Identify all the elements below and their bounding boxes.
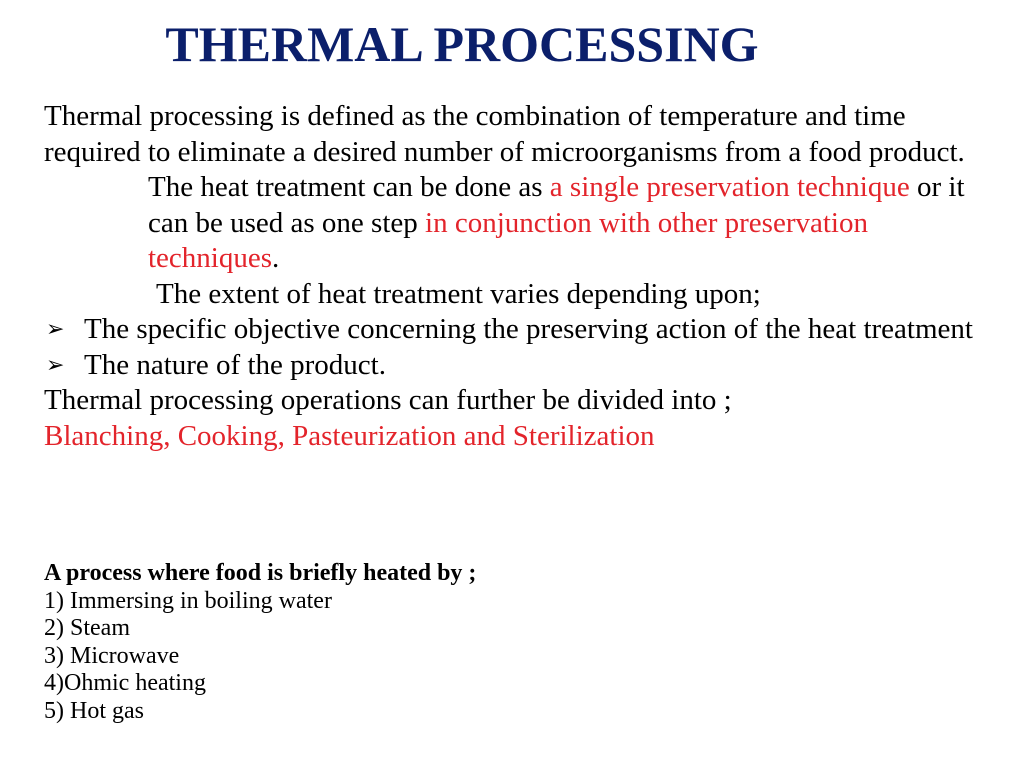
process-item: 1) Immersing in boiling water — [44, 587, 332, 614]
operations-list: Blanching, Cooking, Pasteurization and Sterilization — [44, 419, 655, 452]
heat-treatment-lead: The heat treatment can be done as — [148, 171, 550, 203]
process-heading: A process where food is briefly heated by ; — [44, 560, 477, 586]
extent-intro: The extent of heat treatment varies depending upon; — [156, 277, 761, 310]
bullet-item — [44, 312, 1004, 348]
process-item: 2) Steam — [44, 615, 130, 641]
slide-body — [44, 99, 1004, 454]
arrow-bullet-icon: ➢ — [46, 317, 65, 342]
heat-treatment-middle: or it can be used as one step — [148, 171, 965, 239]
highlight-conjunction: in conjunction with other preservation techniques — [148, 206, 868, 274]
process-item: 5) Hot gas — [44, 697, 144, 724]
bullet-text: The specific objective concerning the preserving action of the heat treatment — [84, 313, 973, 345]
process-item: 3) Microwave — [44, 642, 180, 669]
highlight-single-technique: a single preservation technique — [549, 171, 910, 203]
slide-title: THERMAL PROCESSING — [165, 16, 759, 72]
heat-treatment-paragraph — [44, 170, 1004, 277]
definition-paragraph: Thermal processing is defined as the combination of temperature and time required to eliminate a desired number of microorganisms from a food product. — [44, 100, 965, 168]
divided-intro: Thermal processing operations can further be divided into ; — [44, 384, 732, 416]
process-section — [44, 560, 744, 725]
heat-treatment-end: . — [272, 242, 280, 274]
process-item: 4)Ohmic heating — [44, 670, 206, 696]
bullet-text: The nature of the product. — [84, 348, 386, 381]
arrow-bullet-icon: ➢ — [46, 352, 65, 378]
bullet-item — [44, 348, 1004, 384]
